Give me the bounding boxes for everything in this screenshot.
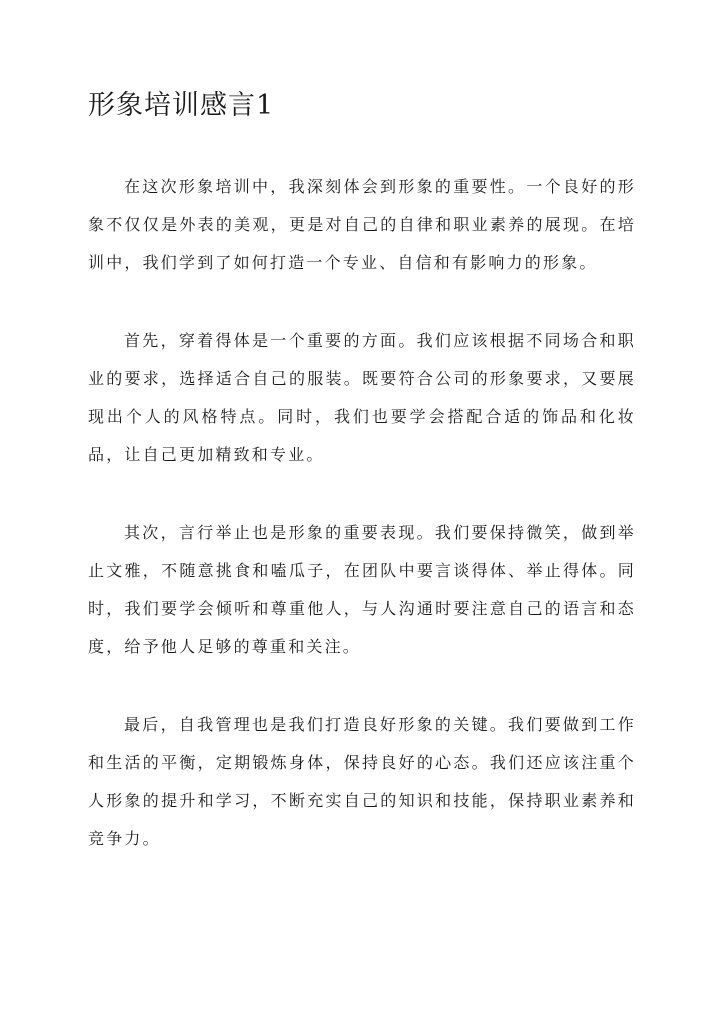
paragraph-3: 其次，言行举止也是形象的重要表现。我们要保持微笑，做到举止文雅，不随意挑食和嗑瓜子，在团队中要言谈得体、举止得体。同时，我们要学会倾听和尊重他人，与人沟通时要注意自己的语言和态度，给予他人足够的尊重和关注。 bbox=[88, 523, 636, 656]
paragraph-2: 首先，穿着得体是一个重要的方面。我们应该根据不同场合和职业的要求，选择适合自己的服装。既要符合公司的形象要求，又要展现出个人的风格特点。同时，我们也要学会搭配合适的饰品和化妆品，让自己更加精致和专业。 bbox=[88, 331, 636, 464]
document-body bbox=[88, 168, 636, 858]
document-title: 形象培训感言1 bbox=[88, 90, 275, 121]
paragraph-1: 在这次形象培训中，我深刻体会到形象的重要性。一个良好的形象不仅仅是外表的美观，更是对自己的自律和职业素养的展现。在培训中，我们学到了如何打造一个专业、自信和有影响力的形象。 bbox=[88, 177, 636, 272]
paragraph-4: 最后，自我管理也是我们打造良好形象的关键。我们要做到工作和生活的平衡，定期锻炼身体，保持良好的心态。我们还应该注重个人形象的提升和学习，不断充实自己的知识和技能，保持职业素养和竞争力。 bbox=[88, 715, 636, 848]
